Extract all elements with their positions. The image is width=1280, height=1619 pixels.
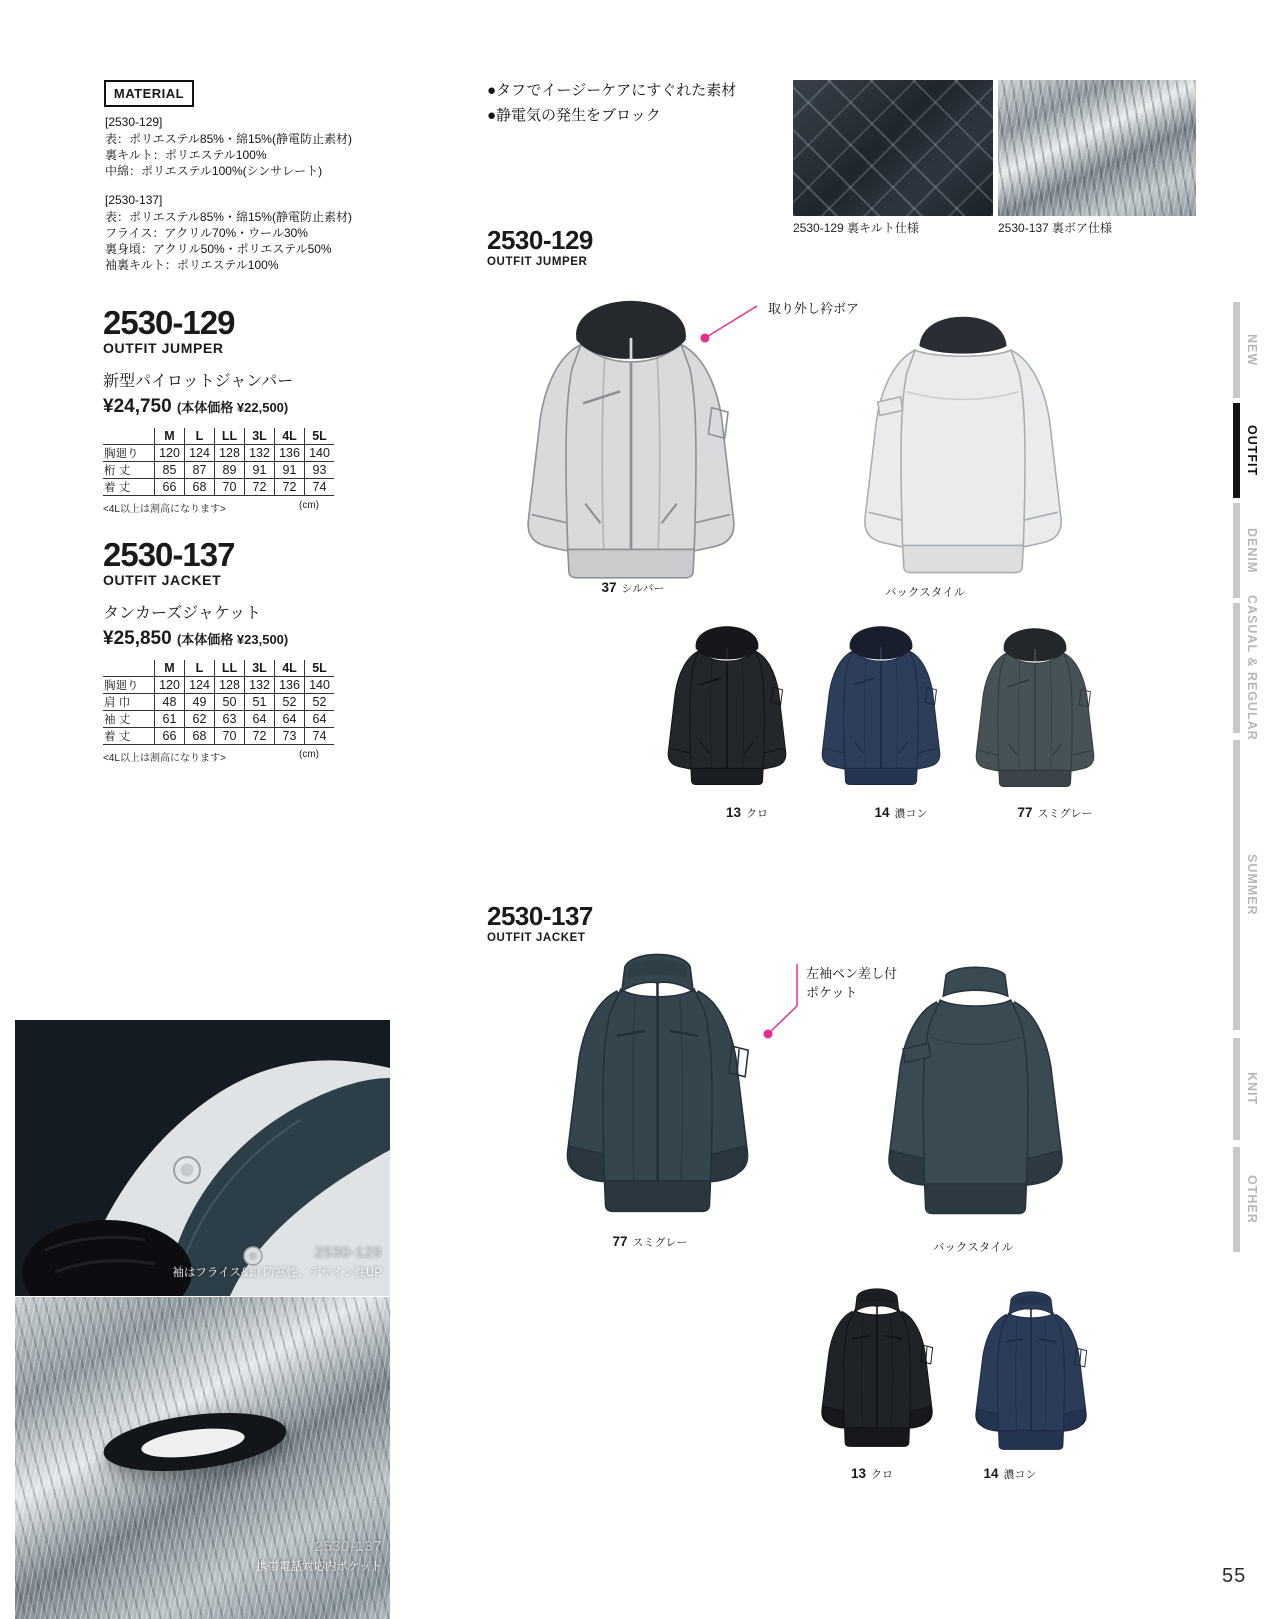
size-row-label: 桁 丈: [103, 462, 155, 479]
size-value: 132: [245, 445, 275, 462]
detail-photo-caption: [172, 1244, 382, 1280]
variant-jacket-black-image: [802, 1275, 952, 1469]
detail-photo-caption-code: 2530-129: [314, 1244, 382, 1261]
product-block-2530-137: [103, 538, 333, 764]
feature-list: [487, 78, 736, 128]
detail-photo-pocket: [15, 1297, 390, 1619]
callout-dot-icon: [701, 334, 710, 343]
size-value: 128: [215, 445, 245, 462]
size-value: 120: [155, 677, 185, 694]
tab-bar: [1233, 302, 1240, 398]
size-value: 140: [305, 445, 335, 462]
variant-label-13: [792, 1466, 952, 1482]
size-header: L: [185, 660, 215, 677]
section-code: 2530-129: [487, 225, 593, 255]
color-name: スミグレー: [632, 1237, 688, 1249]
size-value: 85: [155, 462, 185, 479]
size-value: 72: [245, 479, 275, 496]
color-name: シルバー: [621, 583, 665, 595]
size-header: 3L: [245, 660, 275, 677]
feature-line: ●タフでイージーケアにすぐれた素材: [487, 82, 737, 99]
size-value: 49: [185, 694, 215, 711]
color-label-37-silver: [553, 580, 713, 596]
sidebar-tab-outfit[interactable]: [1233, 403, 1259, 498]
callout-line-1: 左袖ペン差し付: [806, 966, 898, 981]
size-value: 72: [275, 479, 305, 496]
size-value: 62: [185, 711, 215, 728]
size-row-label: 胸廻り: [103, 677, 155, 694]
size-value: 66: [155, 479, 185, 496]
color-number: 13: [850, 1466, 867, 1481]
product-code: 2530-137: [103, 536, 235, 573]
product-name: 新型パイロットジャンパー: [103, 373, 294, 390]
size-table-2530-129: [103, 428, 334, 496]
size-value: 91: [245, 462, 275, 479]
product-category: OUTFIT JUMPER: [103, 340, 224, 356]
color-number: 37: [601, 580, 617, 595]
size-header-empty: [103, 660, 155, 677]
size-header: M: [155, 660, 185, 677]
size-value: 128: [215, 677, 245, 694]
material-spec-2530-137: [105, 192, 405, 273]
fabric-swatch-caption: 2530-137 裏ボア仕様: [998, 221, 1113, 235]
size-value: 68: [185, 728, 215, 745]
size-header: 4L: [275, 660, 305, 677]
size-unit: (cm): [299, 500, 319, 511]
detail-photo-caption-text: 携帯電話対応内ポケット: [256, 1561, 382, 1573]
table-row: [103, 479, 334, 496]
material-spec-2530-129: [105, 114, 405, 179]
tab-bar: [1233, 603, 1240, 733]
size-value: 63: [215, 711, 245, 728]
size-header: 5L: [305, 428, 335, 445]
back-style-label: バックスタイル: [932, 1242, 1014, 1254]
size-value: 61: [155, 711, 185, 728]
color-name: スミグレー: [1037, 808, 1093, 820]
material-line: 袖裏キルト：ポリエステル100%: [105, 258, 279, 272]
material-line: 表：ポリエステル85%・綿15%(静電防止素材): [105, 210, 352, 224]
variant-label-14: [930, 1466, 1090, 1482]
size-note: <4L以上は割高になります>: [103, 753, 226, 764]
size-value: 52: [305, 694, 335, 711]
variant-label-13: [667, 805, 827, 821]
size-unit: (cm): [299, 749, 319, 760]
price-main: ¥24,750: [103, 396, 172, 417]
size-row-label: 胸廻り: [103, 445, 155, 462]
material-code: [2530-129]: [105, 115, 163, 129]
color-number: 13: [725, 805, 742, 820]
size-value: 124: [185, 445, 215, 462]
size-value: 91: [275, 462, 305, 479]
size-value: 124: [185, 677, 215, 694]
callout-line-icon: [750, 960, 810, 1045]
size-row-label: 袖 丈: [103, 711, 155, 728]
size-value: 64: [305, 711, 335, 728]
size-value: 51: [245, 694, 275, 711]
table-row: [103, 694, 334, 711]
color-name: 濃コン: [894, 808, 928, 820]
size-value: 93: [305, 462, 335, 479]
color-number: 77: [612, 1234, 628, 1249]
size-header: 5L: [305, 660, 335, 677]
tab-bar: [1233, 740, 1240, 1030]
variant-jumper-black-image: [652, 620, 802, 807]
size-value: 72: [245, 728, 275, 745]
size-header: LL: [215, 428, 245, 445]
variant-jumper-navy-image: [806, 620, 956, 807]
tab-bar: [1233, 1038, 1240, 1140]
section-heading-2530-129: [487, 227, 593, 268]
color-number: 14: [874, 805, 890, 820]
jacket-front-sumigray-image: [535, 932, 780, 1248]
size-header: M: [155, 428, 185, 445]
material-code: [2530-137]: [105, 193, 163, 207]
tab-label: NEW: [1245, 333, 1259, 367]
size-table-2530-137: [103, 660, 334, 745]
callout-line-icon: [695, 297, 770, 347]
size-value: 73: [275, 728, 305, 745]
size-value: 74: [305, 479, 335, 496]
product-code: 2530-129: [103, 304, 235, 341]
product-price: [103, 396, 333, 418]
color-number: 14: [983, 1466, 999, 1481]
callout-label-collar-boa: 取り外し衿ボア: [768, 301, 860, 316]
color-name: クロ: [871, 1469, 894, 1481]
table-row: [103, 445, 334, 462]
callout-label-pen-pocket: [806, 964, 897, 1002]
material-line: 表：ポリエステル85%・綿15%(静電防止素材): [105, 132, 352, 146]
material-box-title: MATERIAL: [104, 80, 194, 107]
variant-jacket-navy-image: [956, 1278, 1106, 1472]
size-header: 3L: [245, 428, 275, 445]
size-value: 50: [215, 694, 245, 711]
variant-label-14: [821, 805, 981, 821]
tab-bar: [1233, 1147, 1240, 1252]
material-line: 裏身頃：アクリル50%・ポリエステル50%: [105, 242, 332, 256]
material-line: 中綿：ポリエステル100%(シンサレート): [105, 164, 323, 178]
size-header: 4L: [275, 428, 305, 445]
size-value: 132: [245, 677, 275, 694]
size-value: 48: [155, 694, 185, 711]
table-row: [103, 728, 334, 745]
size-value: 87: [185, 462, 215, 479]
size-row-label: 肩 巾: [103, 694, 155, 711]
tab-label: SUMMER: [1245, 854, 1259, 916]
tab-label: OUTFIT: [1245, 424, 1259, 477]
tab-bar: [1233, 403, 1240, 498]
size-value: 136: [275, 677, 305, 694]
size-value: 74: [305, 728, 335, 745]
sidebar-tab-other[interactable]: [1233, 1147, 1259, 1252]
table-row: [103, 462, 334, 479]
color-name: クロ: [746, 808, 769, 820]
size-header: L: [185, 428, 215, 445]
size-header-empty: [103, 428, 155, 445]
product-category: OUTFIT JACKET: [103, 572, 222, 588]
size-value: 66: [155, 728, 185, 745]
size-value: 64: [275, 711, 305, 728]
sidebar-tab-new[interactable]: [1233, 302, 1259, 398]
section-category: OUTFIT JACKET: [487, 932, 586, 944]
fabric-swatch-boa-image: [998, 80, 1196, 216]
size-value: 120: [155, 445, 185, 462]
table-row: [103, 711, 334, 728]
size-note: <4L以上は割高になります>: [103, 504, 226, 515]
color-number: 77: [1017, 805, 1033, 820]
sidebar-tab-denim[interactable]: [1233, 503, 1259, 598]
product-block-2530-129: [103, 306, 333, 515]
tab-label: KNIT: [1245, 1072, 1259, 1106]
section-category: OUTFIT JUMPER: [487, 256, 588, 268]
size-value: 64: [245, 711, 275, 728]
material-line: 裏キルト：ポリエステル100%: [105, 148, 267, 162]
size-value: 89: [215, 462, 245, 479]
callout-dot-icon: [764, 1030, 773, 1039]
size-value: 70: [215, 479, 245, 496]
size-value: 68: [185, 479, 215, 496]
tab-bar: [1233, 503, 1240, 598]
color-label-77-sumigray: [570, 1234, 730, 1250]
jumper-back-image: [838, 298, 1088, 610]
sidebar-tab-casual-regular[interactable]: [1233, 595, 1259, 741]
size-value: 70: [215, 728, 245, 745]
color-name: 濃コン: [1003, 1469, 1037, 1481]
size-value: 136: [275, 445, 305, 462]
size-row-label: 着 丈: [103, 728, 155, 745]
size-row-label: 着 丈: [103, 479, 155, 496]
tab-label: OTHER: [1245, 1175, 1259, 1224]
tab-label: DENIM: [1245, 527, 1259, 574]
product-price: [103, 628, 333, 650]
feature-line: ●静電気の発生をブロック: [487, 107, 661, 124]
size-value: 140: [305, 677, 335, 694]
variant-jumper-sumigray-image: [960, 622, 1110, 809]
callout-line-2: ポケット: [806, 985, 858, 1000]
detail-photo-caption-code: 2530-137: [314, 1538, 382, 1555]
section-code: 2530-137: [487, 901, 593, 931]
size-value: 52: [275, 694, 305, 711]
tab-label: CASUAL & REGULAR: [1245, 595, 1259, 741]
price-base: (本体価格 ¥22,500): [176, 400, 289, 415]
page-number: 55: [1222, 1565, 1247, 1587]
detail-photo-cuff: [15, 1020, 390, 1296]
table-row: [103, 677, 334, 694]
product-name: タンカーズジャケット: [103, 605, 262, 622]
sidebar-tab-summer[interactable]: [1233, 740, 1259, 1030]
fabric-swatch-caption: 2530-129 裏キルト仕様: [793, 221, 919, 235]
detail-photo-caption-text: 袖はフライス&釦 防寒性、デザイン性UP: [172, 1267, 382, 1279]
material-line: フライス：アクリル70%・ウール30%: [105, 226, 308, 240]
detail-photo-caption: [256, 1538, 382, 1574]
sidebar-tab-knit[interactable]: [1233, 1038, 1259, 1140]
variant-label-77: [975, 805, 1135, 821]
price-main: ¥25,850: [103, 628, 172, 649]
fabric-swatch-quilt-image: [793, 80, 993, 216]
back-style-label: バックスタイル: [884, 587, 966, 599]
size-header: LL: [215, 660, 245, 677]
price-base: (本体価格 ¥23,500): [176, 632, 289, 647]
